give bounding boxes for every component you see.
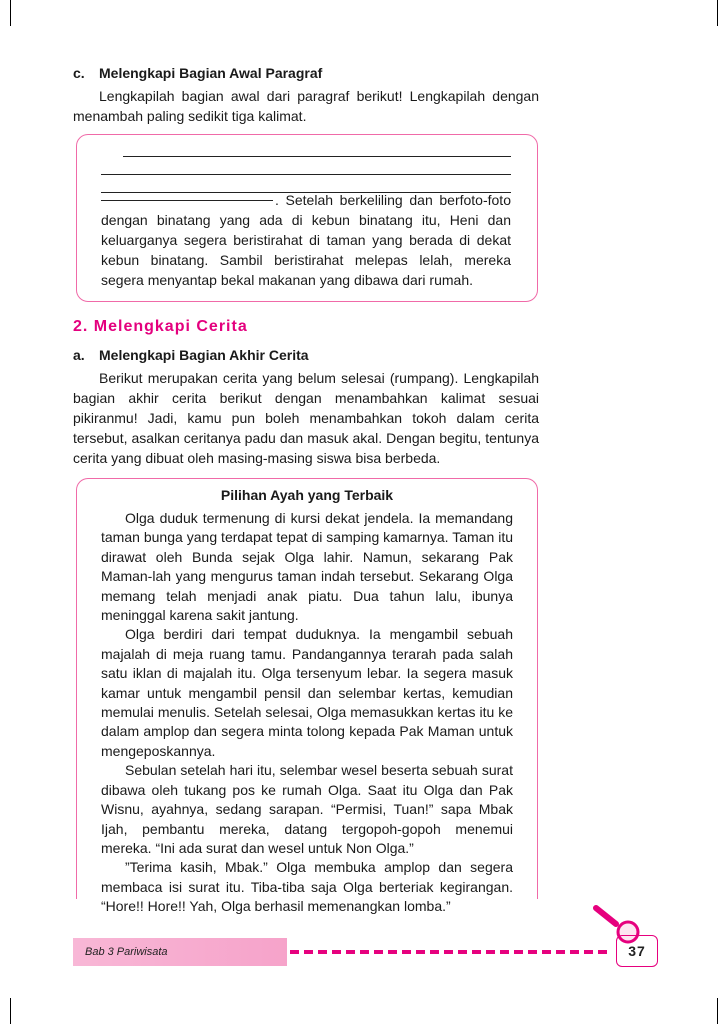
story-box [76, 478, 538, 915]
section-a-marker: a. [73, 347, 85, 363]
section-c-heading-text: Melengkapi Bagian Awal Paragraf [99, 65, 323, 81]
answer-line-2[interactable] [101, 174, 511, 175]
story-paragraph: Olga duduk termenung di kursi dekat jendela. Ia memandang taman bunga yang terdapat tepat di samping kamarnya. Taman itu dirawat oleh Bunda sejak Olga lahir. Namun, sekarang Pak Maman-lah yang mengurus taman indah tersebut. Sekarang Olga memang telah menjadi anak piatu. Dua tahun lalu, ibunya meninggal karena sakit jantung. [101, 510, 513, 624]
story-body [101, 509, 513, 917]
section-a [73, 346, 539, 468]
section-a-instruction: Berikut merupakan cerita yang belum selesai (rumpang). Lengkapilah bagian akhir cerita berikut dengan menambahkan kalimat sesuai pikiranmu! Jadi, kamu pun boleh menambahkan tokoh dalam cerita tersebut, asalkan ceritanya padu dan masuk akal. Dengan begitu, tentunya cerita yang dibuat oleh masing-masing siswa bisa berbeda. [73, 370, 539, 466]
page-number: 37 [616, 935, 658, 967]
crop-mark-top-left [10, 0, 11, 26]
section-c-heading [73, 64, 539, 82]
section-2-title: 2. Melengkapi Cerita [73, 318, 248, 335]
section-a-heading [73, 346, 539, 364]
section-a-heading-text: Melengkapi Bagian Akhir Cerita [99, 347, 309, 363]
story-paragraph: ”Terima kasih, Mbak.” Olga membuka amplop dan segera membaca isi surat itu. Tiba-tiba saja Olga berteriak kegirangan. “Hore!! Hore!! Yah, Olga berhasil memenangkan lomba.” [101, 859, 513, 915]
exercise-box-beginning [76, 134, 538, 302]
paragraph-continuation: . Setelah berkeliling dan berfoto-foto dengan binatang yang ada di kebun binatang itu, Heni dan keluarganya segera beristirahat di taman yang berada di dekat kebun binatang. Sambil beristirahat melepas lelah, mereka segera menyantap bekal makanan yang dibawa dari rumah. [101, 192, 511, 288]
paragraph-with-blank [101, 190, 511, 290]
answer-blank-inline[interactable] [101, 200, 273, 201]
crop-mark-bottom-right [717, 998, 718, 1024]
crop-mark-top-right [717, 0, 718, 26]
section-c-marker: c. [73, 65, 85, 81]
story-title: Pilihan Ayah yang Terbaik [220, 487, 394, 503]
section-c [73, 64, 539, 126]
story-paragraph: Sebulan setelah hari itu, selembar wesel beserta sebuah surat dibawa oleh tukang pos ke rumah Olga. Saat itu Olga dan Pak Wisnu, ayahnya, sedang sarapan. “Permisi, Tuan!” sapa Mbak Ijah, pembantu mereka, datang tergopoh-gopoh menemui mereka. “Ini ada surat dan wesel untuk Non Olga.” [101, 762, 513, 856]
crop-mark-bottom-left [10, 998, 11, 1024]
story-paragraph: Olga berdiri dari tempat duduknya. Ia mengambil sebuah majalah di meja ruang tamu. Pandangannya terarah pada salah satu iklan di majalah itu. Olga tersenyum lebar. Ia segera masuk kamar untuk mengambil pensil dan selembar kertas, kemudian memulai menulis. Setelah selesai, Olga memasukkan kertas itu ke dalam amplop dan segera minta tolong kepada Pak Maman untuk mengeposkannya. [101, 626, 513, 759]
chapter-label: Bab 3 Pariwisata [73, 938, 287, 966]
section-c-instruction: Lengkapilah bagian awal dari paragraf berikut! Lengkapilah dengan menambah paling sedikit tiga kalimat. [73, 88, 539, 124]
answer-line-1[interactable] [123, 156, 511, 157]
footer-dashed-line [290, 950, 610, 954]
